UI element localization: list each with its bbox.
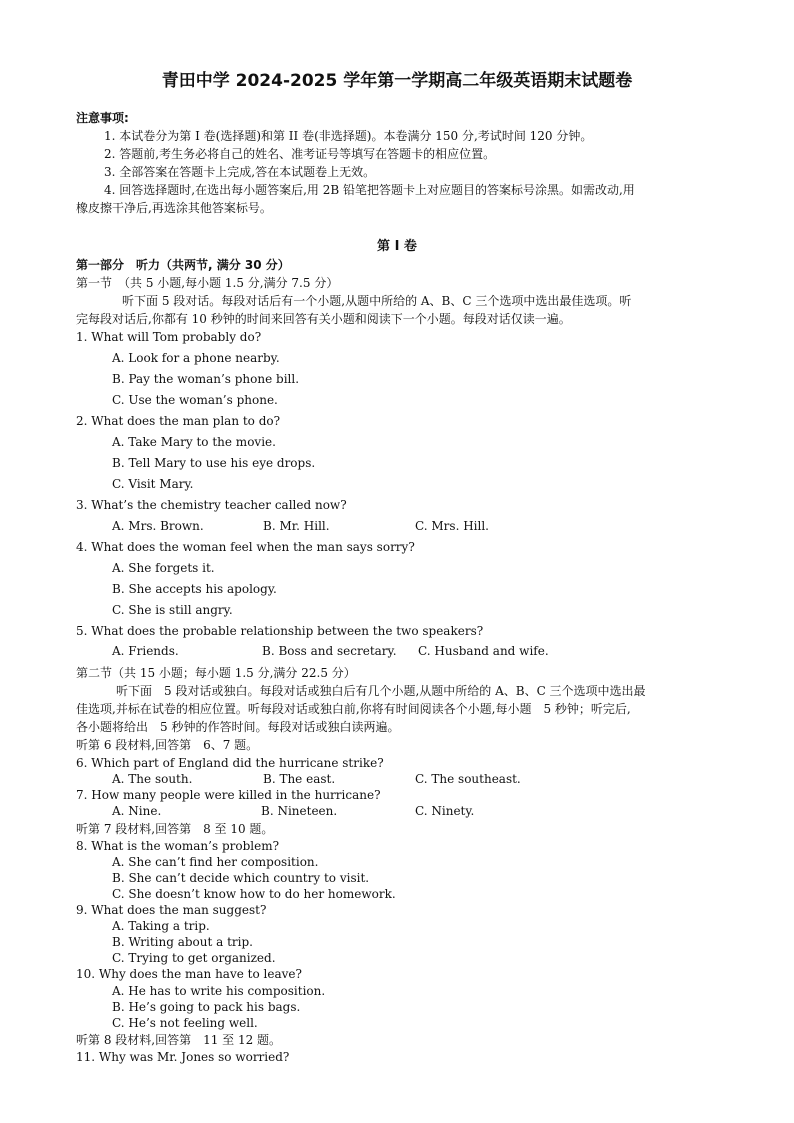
- option: B. The east.: [263, 772, 336, 786]
- option: C. Mrs. Hill.: [415, 519, 489, 533]
- volume-heading: 第 I 卷: [377, 239, 417, 254]
- question: 1. What will Tom probably do?: [76, 330, 262, 344]
- option: B. Mr. Hill.: [263, 519, 330, 533]
- question: 9. What does the man suggest?: [76, 903, 267, 917]
- option: A. Taking a trip.: [112, 919, 210, 933]
- section-instructions: 佳选项,并标在试卷的相应位置。听每段对话或独白前,你将有时间阅读各个小题,每小题 5 秒钟；听完后,: [76, 702, 631, 716]
- option: C. Visit Mary.: [112, 477, 194, 491]
- material-note: 听第 6 段材料,回答第 6、7 题。: [76, 738, 259, 752]
- question: 10. Why does the man have to leave?: [76, 967, 302, 981]
- option: B. Tell Mary to use his eye drops.: [112, 456, 316, 470]
- section-heading: 第二节（共 15 小题；每小题 1.5 分,满分 22.5 分）: [76, 666, 356, 680]
- exam-title: 青田中学 2024-2025 学年第一学期高二年级英语期末试题卷: [161, 71, 633, 91]
- section-instructions: 各小题将给出 5 秒钟的作答时间。每段对话或独白读两遍。: [76, 720, 400, 734]
- option: A. Friends.: [112, 644, 179, 658]
- notice-item: 2. 答题前,考生务必将自己的姓名、准考证号等填写在答题卡的相应位置。: [104, 147, 496, 161]
- material-note: 听第 7 段材料,回答第 8 至 10 题。: [76, 822, 274, 836]
- option: A. The south.: [112, 772, 193, 786]
- option: B. She can’t decide which country to visit.: [112, 871, 370, 885]
- option: C. She is still angry.: [112, 603, 233, 617]
- question: 8. What is the woman’s problem?: [76, 839, 280, 853]
- question: 11. Why was Mr. Jones so worried?: [76, 1050, 290, 1064]
- notice-item: 1. 本试卷分为第 I 卷(选择题)和第 II 卷(非选择题)。本卷满分 150 分,考试时间 120 分钟。: [104, 129, 593, 143]
- part-heading: 第一部分 听力（共两节, 满分 30 分）: [76, 258, 290, 272]
- option: A. She forgets it.: [112, 561, 215, 575]
- option: B. Pay the woman’s phone bill.: [112, 372, 300, 386]
- section-instructions: 听下面 5 段对话或独白。每段对话或独白后有几个小题,从题中所给的 A、B、C 三个选项中选出最: [116, 684, 646, 698]
- option: A. She can’t find her composition.: [112, 855, 319, 869]
- option: C. He’s not feeling well.: [112, 1016, 258, 1030]
- question: 4. What does the woman feel when the man says sorry?: [76, 540, 415, 554]
- option: B. Writing about a trip.: [112, 935, 253, 949]
- section-instructions: 完每段对话后,你都有 10 秒钟的时间来回答有关小题和阅读下一个小题。每段对话仅读一遍。: [76, 312, 571, 326]
- question: 7. How many people were killed in the hurricane?: [76, 788, 381, 802]
- question: 2. What does the man plan to do?: [76, 414, 281, 428]
- question: 5. What does the probable relationship between the two speakers?: [76, 624, 484, 638]
- section-heading: 第一节 （共 5 小题,每小题 1.5 分,满分 7.5 分）: [76, 276, 339, 290]
- notice-item: 橡皮擦干净后,再选涂其他答案标号。: [76, 201, 272, 215]
- question: 6. Which part of England did the hurricane strike?: [76, 756, 384, 770]
- option: C. Use the woman’s phone.: [112, 393, 278, 407]
- option: C. Trying to get organized.: [112, 951, 276, 965]
- option: C. The southeast.: [415, 772, 521, 786]
- notice-heading: 注意事项:: [76, 111, 129, 125]
- option: B. Boss and secretary.: [262, 644, 397, 658]
- option: A. Mrs. Brown.: [112, 519, 204, 533]
- notice-item: 4. 回答选择题时,在选出每小题答案后,用 2B 铅笔把答题卡上对应题目的答案标号涂黑。如需改动,用: [104, 183, 635, 197]
- question: 3. What’s the chemistry teacher called now?: [76, 498, 347, 512]
- option: C. Husband and wife.: [418, 644, 549, 658]
- option: B. He’s going to pack his bags.: [112, 1000, 301, 1014]
- option: A. He has to write his composition.: [112, 984, 326, 998]
- option: B. She accepts his apology.: [112, 582, 277, 596]
- material-note: 听第 8 段材料,回答第 11 至 12 题。: [76, 1033, 282, 1047]
- option: B. Nineteen.: [261, 804, 338, 818]
- option: C. Ninety.: [415, 804, 475, 818]
- option: C. She doesn’t know how to do her homework.: [112, 887, 396, 901]
- option: A. Nine.: [112, 804, 162, 818]
- option: A. Look for a phone nearby.: [112, 351, 280, 365]
- option: A. Take Mary to the movie.: [112, 435, 276, 449]
- notice-item: 3. 全部答案在答题卡上完成,答在本试题卷上无效。: [104, 165, 376, 179]
- section-instructions: 听下面 5 段对话。每段对话后有一个小题,从题中所给的 A、B、C 三个选项中选出最佳选项。听: [122, 294, 632, 308]
